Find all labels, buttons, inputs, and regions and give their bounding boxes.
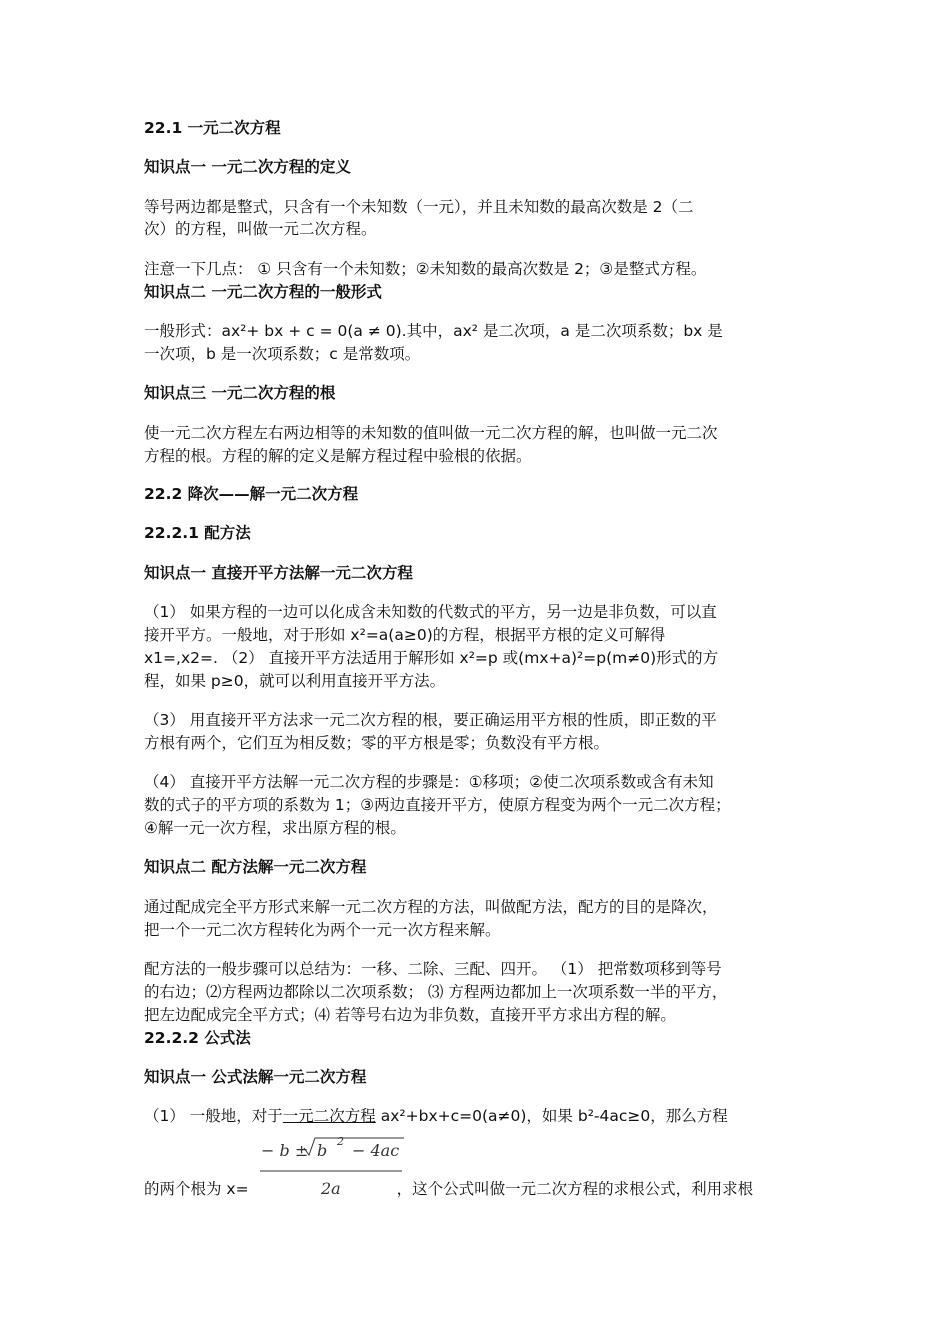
quadratic-formula bbox=[259, 1133, 404, 1203]
paragraph-line: 配方法的一般步骤可以总结为：一移、二除、三配、四开。 （1） 把常数项移到等号 bbox=[144, 960, 722, 978]
text-span: （1） 一般地，对于 bbox=[144, 1107, 283, 1125]
paragraph-line: x1=,x2=. （2） 直接开平方法适用于解形如 x²=p 或(mx+a)²=p(m≠0)形式的方 bbox=[144, 649, 719, 667]
paragraph-line: （3） 用直接开平方法求一元二次方程的根，要正确运用平方根的性质，即正数的平 bbox=[144, 711, 717, 729]
method-point-1-title: 知识点一 直接开平方法解一元二次方程 bbox=[144, 564, 413, 582]
formula-point-1-title: 知识点一 公式法解一元二次方程 bbox=[144, 1068, 367, 1086]
paragraph-line: 程，如果 p≥0，就可以利用直接开平方法。 bbox=[144, 672, 446, 690]
formula-radicand-b: b bbox=[317, 1141, 328, 1160]
paragraph-line: 把左边配成完全平方式；⑷ 若等号右边为非负数，直接开平方求出方程的解。 bbox=[144, 1006, 676, 1024]
text-span: ，这个公式叫做一元二次方程的求根公式，利用求根 bbox=[396, 1180, 754, 1198]
paragraph-line: 一次项，b 是一次项系数；c 是常数项。 bbox=[144, 345, 421, 363]
formula-exponent: 2 bbox=[337, 1135, 344, 1148]
paragraph-line: 数的式子的平方项的系数为 1；③两边直接开平方，使原方程变为两个一元二次方程； bbox=[144, 796, 731, 814]
formula-radicand-rest: − 4ac bbox=[352, 1141, 400, 1160]
paragraph-line: 等号两边都是整式，只含有一个未知数（一元），并且未知数的最高次数是 2（二 bbox=[144, 198, 694, 216]
section-title-22-1: 22.1 一元二次方程 bbox=[144, 119, 281, 137]
formula-numerator-left: − b ± bbox=[261, 1141, 309, 1160]
paragraph-line: 把一个一元二次方程转化为两个一元一次方程来解。 bbox=[144, 921, 501, 939]
paragraph-line: ④解一元一次方程，求出原方程的根。 bbox=[144, 819, 406, 837]
paragraph-line: （1） 如果方程的一边可以化成含未知数的代数式的平方，另一边是非负数，可以直 bbox=[144, 603, 717, 621]
section-title-22-2-1: 22.2.1 配方法 bbox=[144, 524, 251, 542]
knowledge-point-3-title: 知识点三 一元二次方程的根 bbox=[144, 384, 336, 402]
quadratic-formula-svg bbox=[259, 1133, 404, 1203]
knowledge-point-2-title: 知识点二 一元二次方程的一般形式 bbox=[144, 283, 382, 301]
paragraph-line: 接开平方。一般地，对于形如 x²=a(a≥0)的方程，根据平方根的定义可解得 bbox=[144, 626, 666, 644]
paragraph-line: 方根有两个，它们互为相反数；零的平方根是零；负数没有平方根。 bbox=[144, 734, 610, 752]
text-span: 的两个根为 x= bbox=[144, 1180, 249, 1198]
paragraph-line: 通过配成完全平方形式来解一元二次方程的方法，叫做配方法，配方的目的是降次， bbox=[144, 898, 718, 916]
knowledge-point-1-title: 知识点一 一元二次方程的定义 bbox=[144, 158, 351, 176]
paragraph-line: 次）的方程，叫做一元二次方程。 bbox=[144, 220, 377, 238]
paragraph-line: 使一元二次方程左右两边相等的未知数的值叫做一元二次方程的解，也叫做一元二次 bbox=[144, 424, 718, 442]
method-point-2-title: 知识点二 配方法解一元二次方程 bbox=[144, 858, 367, 876]
paragraph-line: 一般形式：ax²+ bx + c = 0(a ≠ 0).其中，ax² 是二次项，a 是二次项系数；bx 是 bbox=[144, 322, 723, 340]
paragraph-line bbox=[144, 1105, 728, 1127]
paragraph-line: 的右边；⑵方程两边都除以二次项系数； ⑶ 方程两边都加上一次项系数一半的平方， bbox=[144, 983, 728, 1001]
text-span: ax²+bx+c=0(a≠0)，如果 b²-4ac≥0，那么方程 bbox=[375, 1107, 728, 1125]
paragraph-line: 方程的根。方程的解的定义是解方程过程中验根的依据。 bbox=[144, 447, 532, 465]
section-title-22-2: 22.2 降次——解一元二次方程 bbox=[144, 485, 359, 503]
underlined-term: 一元二次方程 bbox=[282, 1107, 376, 1125]
paragraph-line bbox=[144, 1178, 753, 1200]
paragraph-line: 注意一下几点： ① 只含有一个未知数；②未知数的最高次数是 2；③是整式方程。 bbox=[144, 260, 707, 278]
paragraph-line: （4） 直接开平方法解一元二次方程的步骤是：①移项；②使二次项系数或含有未知 bbox=[144, 773, 714, 791]
formula-denominator: 2a bbox=[321, 1179, 341, 1198]
section-title-22-2-2: 22.2.2 公式法 bbox=[144, 1029, 251, 1047]
